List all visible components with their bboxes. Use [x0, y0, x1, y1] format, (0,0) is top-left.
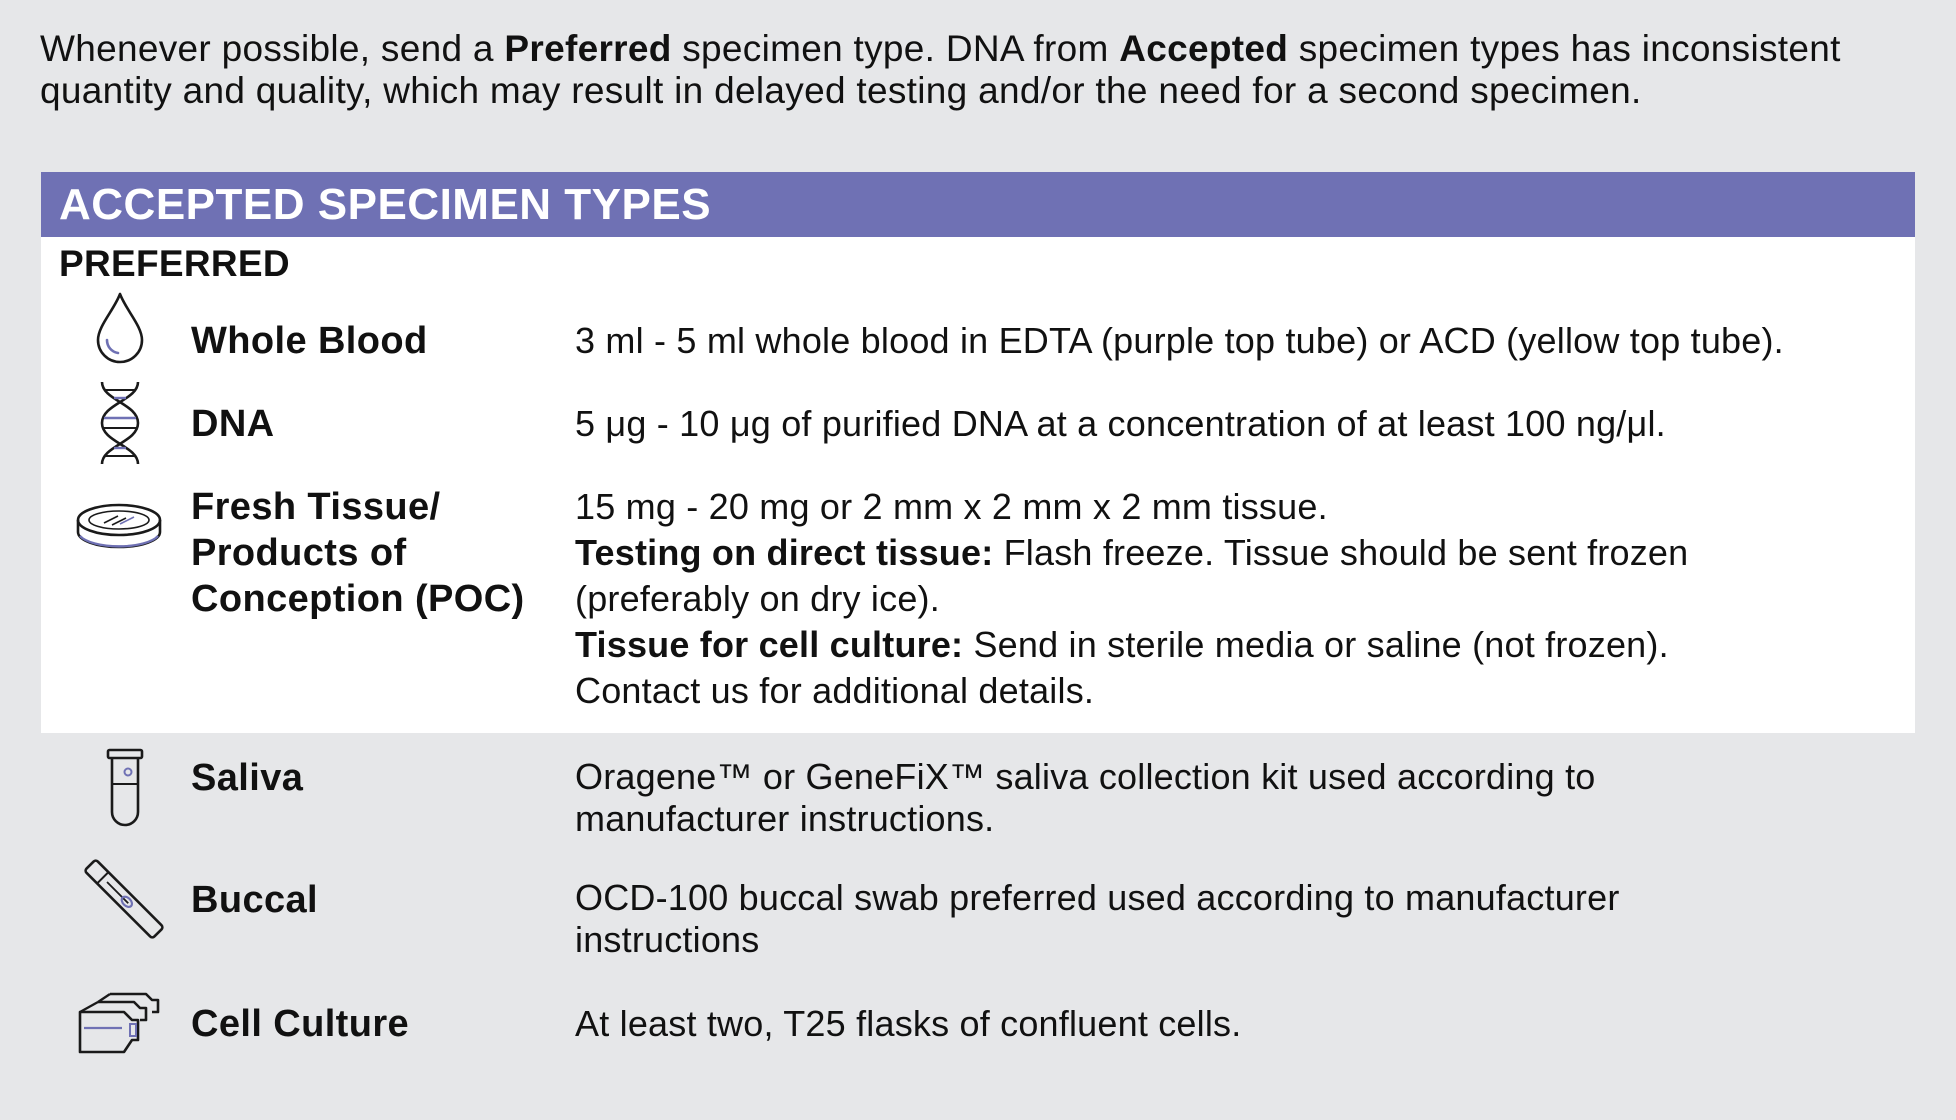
intro-accepted-word: Accepted — [1119, 28, 1289, 69]
preferred-label: PREFERRED — [59, 243, 290, 284]
dna-desc-line: 5 μg - 10 μg of purified DNA at a concentration of at least 100 ng/μl. — [575, 403, 1666, 444]
section-header: ACCEPTED SPECIMEN TYPES — [41, 172, 1915, 237]
culture-flasks-icon — [76, 988, 162, 1058]
contact-text: Contact us for additional details. — [575, 670, 1095, 711]
fresh-tissue-direct-line — [575, 530, 1915, 576]
specimen-desc-buccal — [575, 877, 1915, 961]
specimen-desc-saliva — [575, 756, 1915, 840]
fresh-tissue-name-line2: Products of — [191, 532, 407, 574]
saliva-desc-line2: manufacturer instructions. — [575, 798, 995, 839]
whole-blood-desc-line: 3 ml - 5 ml whole blood in EDTA (purple top tube) or ACD (yellow top tube). — [575, 320, 1784, 361]
specimen-desc-cell-culture — [575, 1001, 1915, 1047]
test-tube-icon — [104, 748, 146, 828]
cell-culture-desc-line: At least two, T25 flasks of confluent cells. — [575, 1003, 1242, 1044]
buccal-desc-line2: instructions — [575, 919, 760, 960]
specimen-name-whole-blood: Whole Blood — [191, 320, 428, 362]
intro-preferred-word: Preferred — [504, 28, 672, 69]
direct-tissue-text-cont: (preferably on dry ice). — [575, 578, 940, 619]
blood-drop-icon — [92, 290, 148, 366]
swab-icon — [82, 858, 166, 940]
intro-paragraph — [40, 28, 1920, 112]
direct-tissue-text: Flash freeze. Tissue should be sent frozen — [993, 532, 1689, 573]
specimen-name-fresh-tissue — [191, 484, 525, 622]
cell-culture-tissue-label: Tissue for cell culture: — [575, 624, 964, 665]
direct-tissue-label: Testing on direct tissue: — [575, 532, 994, 573]
specimen-desc-fresh-tissue — [575, 484, 1915, 714]
fresh-tissue-desc-line1: 15 mg - 20 mg or 2 mm x 2 mm x 2 mm tissue. — [575, 486, 1328, 527]
intro-text-part2: specimen type. DNA from — [671, 28, 1120, 69]
specimen-desc-whole-blood — [575, 318, 1915, 364]
buccal-desc-line1: OCD-100 buccal swab preferred used according to manufacturer — [575, 877, 1620, 918]
dna-helix-icon — [94, 380, 146, 466]
specimen-name-buccal: Buccal — [191, 879, 319, 921]
fresh-tissue-culture-line — [575, 622, 1915, 668]
intro-text-part1: Whenever possible, send a — [40, 28, 505, 69]
petri-dish-icon — [74, 500, 164, 558]
specimen-name-saliva: Saliva — [191, 757, 304, 799]
fresh-tissue-name-line1: Fresh Tissue/ — [191, 486, 441, 528]
specimen-name-cell-culture: Cell Culture — [191, 1003, 410, 1045]
specimen-desc-dna — [575, 401, 1915, 447]
cell-culture-tissue-text: Send in sterile media or saline (not frozen). — [963, 624, 1669, 665]
fresh-tissue-name-line3: Conception (POC) — [191, 578, 525, 620]
saliva-desc-line1: Oragene™ or GeneFiX™ saliva collection kit used according to — [575, 756, 1596, 797]
intro-text-part3: specimen types has inconsistent quantity and quality, which may result in delayed testing and/or the need for a second specimen. — [40, 28, 1841, 111]
specimen-name-dna: DNA — [191, 403, 275, 445]
